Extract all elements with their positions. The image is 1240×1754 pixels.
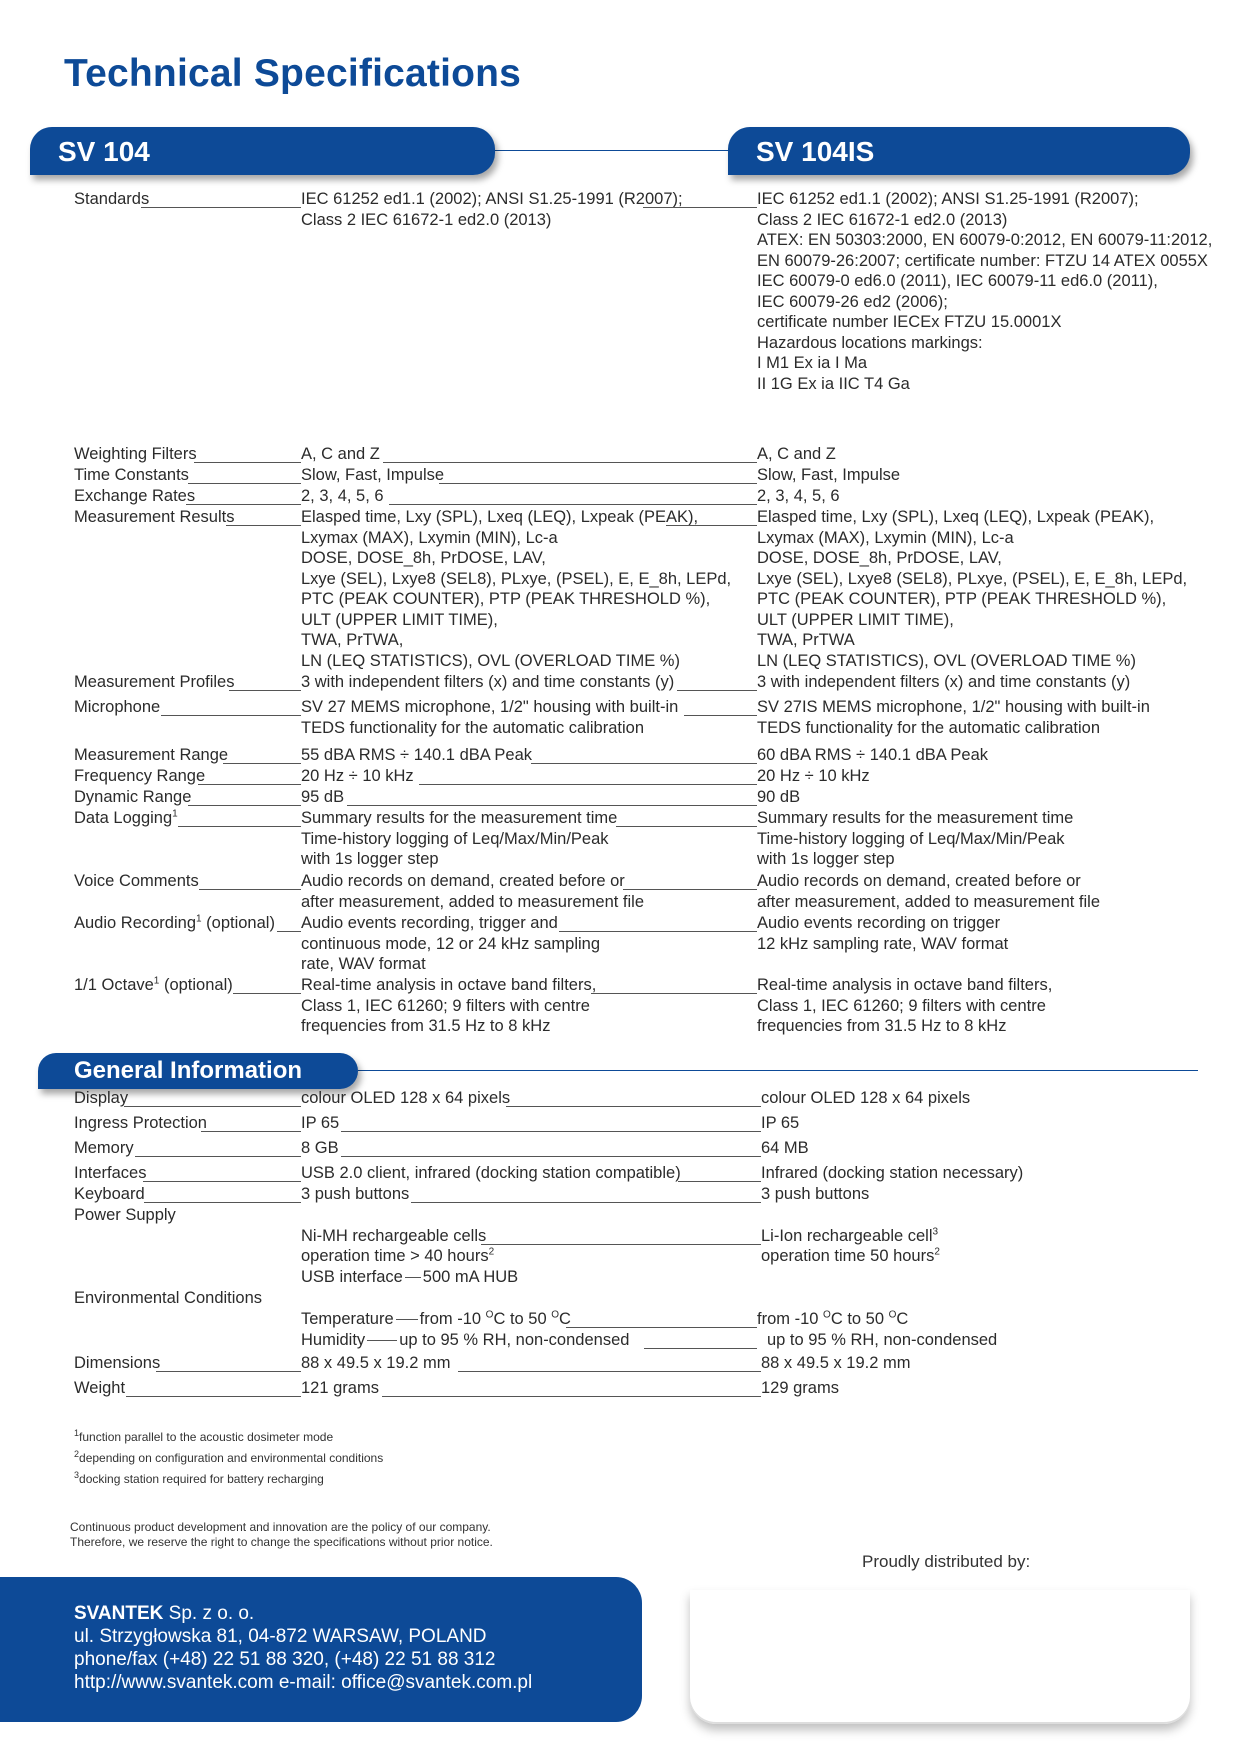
value-text: from -10 [757,1310,824,1328]
footnote [74,1472,324,1486]
leader-line [156,1371,301,1372]
leader-line [341,1131,761,1132]
distributor-box [690,1590,1190,1724]
spec-value-sv104 [301,871,683,912]
spec-value-sv104is [757,871,1217,912]
value-line: SV 27 MEMS microphone, 1/2" housing with built-in [301,698,679,716]
value-line: 88 x 49.5 x 19.2 mm [761,1354,911,1372]
value-text: Li-Ion rechargeable cell [761,1227,933,1245]
leader-line [405,1277,421,1278]
value-line: Audio records on demand, created before or [757,872,1081,890]
value-line: A, C and Z [301,445,380,463]
leader-line [141,207,301,208]
spec-label-suffix: (optional) [159,976,233,994]
leader-line [178,826,301,827]
value-line: 3 push buttons [761,1185,870,1203]
power-value-sv104 [301,1246,683,1267]
value-line: IEC 61252 ed1.1 (2002); ANSI S1.25-1991 (R2007); [301,190,683,208]
company-web-email: http://www.svantek.com e-mail: office@svantek.com.pl [74,1672,533,1693]
spec-value-sv104is [757,486,1217,507]
value-line: 2, 3, 4, 5, 6 [301,487,384,505]
leader-line [194,462,301,463]
value-line: LN (LEQ STATISTICS), OVL (OVERLOAD TIME %) [757,651,1136,670]
leader-line [481,1244,761,1245]
spec-label [74,745,228,766]
spec-value-sv104 [301,672,683,693]
value-line: ULT (UPPER LIMIT TIME), [301,610,498,629]
spec-value-sv104is [757,444,1217,465]
spec-label [74,871,199,892]
spec-value-sv104 [301,507,732,671]
leader-line [411,1202,761,1203]
general-label: Environmental Conditions [74,1289,263,1307]
leader-line [458,1371,761,1372]
leader-line [419,784,757,785]
value-line: 12 kHz sampling rate, WAV format [757,934,1009,953]
leader-line [144,1202,301,1203]
footnote-ref: 2 [488,1246,495,1258]
general-label: Keyboard [74,1185,145,1203]
model-a-header [30,127,495,175]
model-b-name: SV 104IS [756,136,875,167]
footnote-text: depending on configuration and environmental conditions [79,1451,384,1465]
degree-sign: O [485,1309,494,1321]
model-a-name: SV 104 [58,136,150,167]
spec-label-text: Measurement Range [74,746,229,764]
footnote-text: docking station required for battery recharging [79,1472,324,1486]
leader-line [277,931,301,932]
value-line: Elasped time, Lxy (SPL), Lxeq (LEQ), Lxpeak (PEAK), [301,508,699,526]
leader-line [198,784,301,785]
spec-label-text: Standards [74,190,150,208]
value-line: continuous mode, 12 or 24 kHz sampling [301,934,600,953]
value-line: EN 60079-26:2007; certificate number: FTZU 14 ATEX 0055X [757,251,1208,270]
footnote-number: 3 [74,1470,80,1480]
value-line: 88 x 49.5 x 19.2 mm [301,1354,451,1372]
general-value-sv104is [761,1353,1221,1374]
value-line: LN (LEQ STATISTICS), OVL (OVERLOAD TIME %) [301,651,680,670]
leader-line [161,715,301,716]
power-value-sv104 [301,1267,683,1288]
spec-label [74,913,275,934]
leader-line [677,690,757,691]
spec-label [74,697,160,718]
footnote-ref: 2 [934,1246,940,1258]
company-footer [0,1577,642,1722]
leader-line [566,1327,757,1328]
value-text: C [559,1310,571,1328]
value-line: IP 65 [301,1114,340,1132]
company-name-line [74,1603,254,1625]
value-line: 20 Hz ÷ 10 kHz [301,767,414,785]
power-value-sv104: Ni-MH rechargeable cells [301,1227,487,1245]
value-line: 60 dBA RMS ÷ 140.1 dBA Peak [757,746,989,764]
value-line: USB 2.0 client, infrared (docking station compatible) [301,1164,681,1182]
spec-value-sv104 [301,913,683,975]
spec-value-sv104is [757,808,1217,870]
value-line: IEC 61252 ed1.1 (2002); ANSI S1.25-1991 (R2007); [757,190,1139,208]
spec-value-sv104is [757,913,1217,954]
spec-label [74,486,195,507]
footnote-number: 2 [74,1449,80,1459]
humidity-sv104 [301,1330,683,1351]
degree-sign: O [888,1309,897,1321]
leader-line [644,1348,757,1349]
notice-line: Therefore, we reserve the right to change the specifications without prior notice. [70,1535,493,1549]
value-line: 90 dB [757,788,801,806]
spec-label [74,444,197,465]
spec-value-sv104 [301,808,683,870]
general-label: Ingress Protection [74,1114,207,1132]
value-line: Infrared (docking station necessary) [761,1164,1024,1182]
spec-label-suffix: (optional) [201,914,275,932]
spec-label [74,975,233,996]
value-text: C to 50 [830,1310,889,1328]
spec-value-sv104is [757,465,1217,486]
value-line: Lxye (SEL), Lxye8 (SEL8), PLxye, (PSEL), E, E_8h, LEPd, [757,569,1188,588]
value-line: Time-history logging of Leq/Max/Min/Peak [757,829,1065,848]
spec-label [74,465,189,486]
header-connector-line [495,150,728,151]
leader-line [506,1106,761,1107]
general-value-sv104is [761,1088,1221,1109]
company-name: SVANTEK [74,1603,164,1624]
value-text: operation time 50 hours [761,1247,935,1265]
degree-sign: O [823,1309,831,1321]
leader-line [347,805,757,806]
footnote-text: function parallel to the acoustic dosimeter mode [79,1430,334,1444]
value-line: Summary results for the measurement time [301,809,618,827]
value-line: ULT (UPPER LIMIT TIME), [757,610,954,629]
value-text: C to 50 [493,1310,552,1328]
value-line: Slow, Fast, Impulse [301,466,445,484]
value-line: Class 1, IEC 61260; 9 filters with centre [757,996,1046,1015]
leader-line [223,763,301,764]
humidity-label: Humidity [301,1331,366,1349]
value-line: Real-time analysis in octave band filters, [757,976,1053,994]
spec-label [74,507,234,528]
value-text: from -10 [419,1310,486,1328]
spec-label [74,672,234,693]
value-text: up to 95 % RH, non-condensed [399,1331,630,1349]
value-line: colour OLED 128 x 64 pixels [301,1089,511,1107]
value-line: I M1 Ex ia I Ma [757,354,868,372]
spec-value-sv104is [757,975,1217,1037]
value-line: colour OLED 128 x 64 pixels [761,1089,971,1107]
spec-label-text: Frequency Range [74,767,206,785]
value-line: Summary results for the measurement time [757,809,1074,827]
value-text: C [896,1310,909,1328]
general-value-sv104is [761,1113,1221,1134]
value-line: TWA, PrTWA, [301,631,404,649]
value-line: 129 grams [761,1379,839,1397]
leader-line [126,1396,301,1397]
value-line: 3 with independent filters (x) and time constants (y) [301,673,675,691]
value-line: SV 27IS MEMS microphone, 1/2" housing with built-in [757,698,1150,716]
leader-line [201,1131,301,1132]
value-line: 3 push buttons [301,1185,410,1203]
value-line: 64 MB [761,1139,809,1157]
power-value-sv104is [761,1246,1221,1267]
value-line: Lxymax (MAX), Lxymin (MIN), Lc-a [757,528,1014,547]
leader-line [666,525,757,526]
spec-value-sv104is [757,507,1217,671]
value-line: IP 65 [761,1114,800,1132]
general-label: Memory [74,1139,134,1157]
value-line: Class 2 IEC 61672-1 ed2.0 (2013) [301,210,552,229]
power-value-sv104is [761,1226,1221,1247]
spec-label-text: 1/1 Octave [74,976,154,994]
company-address: ul. Strzygłowska 81, 04-872 WARSAW, POLAND [74,1626,487,1647]
general-info-title: General Information [74,1057,303,1084]
general-label: Dimensions [74,1354,161,1372]
value-text: operation time > 40 hours [301,1247,489,1265]
spec-label-text: Weighting Filters [74,445,197,463]
leader-line [382,1396,761,1397]
leader-line [199,889,301,890]
leader-line [367,1340,397,1341]
value-line: after measurement, added to measurement file [757,892,1101,911]
leader-line [684,715,757,716]
value-text: USB interface [301,1268,403,1286]
value-line: after measurement, added to measurement file [301,892,645,911]
spec-label-text: Time Constants [74,466,189,484]
value-line: DOSE, DOSE_8h, PrDOSE, LAV, [757,549,1002,567]
spec-value-sv104is [757,697,1217,738]
leader-line [124,1106,301,1107]
leader-line [229,690,301,691]
company-suffix: Sp. z o. o. [163,1603,255,1624]
spec-value-sv104 [301,697,683,738]
value-line: Lxymax (MAX), Lxymin (MIN), Lc-a [301,528,558,547]
leader-line [396,1319,418,1320]
degree-sign: O [551,1309,560,1321]
value-line: with 1s logger step [757,850,895,868]
spec-label-text: Measurement Results [74,508,235,526]
value-line: 95 dB [301,788,345,806]
general-value-sv104is [761,1163,1221,1184]
spec-label [74,808,178,829]
footnote-ref: 1 [153,975,160,987]
leader-line [186,504,301,505]
spec-label-text: Audio Recording [74,914,196,932]
spec-label-text: Exchange Rates [74,487,196,505]
temperature-label: Temperature [301,1310,394,1328]
leader-line [143,1181,301,1182]
leader-line [616,826,757,827]
leader-line [341,1156,761,1157]
spec-label-text: Measurement Profiles [74,673,235,691]
value-line: rate, WAV format [301,955,426,973]
spec-label [74,766,205,787]
spec-value-sv104is [757,766,1217,787]
value-line: Audio records on demand, created before or [301,872,625,890]
leader-line [591,993,757,994]
footnote [74,1430,333,1444]
value-line: TEDS functionality for the automatic calibration [757,718,1100,737]
leader-line [383,462,757,463]
spec-value-sv104is [757,189,1217,394]
value-text: 500 mA HUB [422,1268,519,1286]
footnote-number: 1 [74,1428,80,1438]
leader-line [188,805,301,806]
leader-line [531,763,757,764]
value-line: with 1s logger step [301,850,439,868]
value-line: Time-history logging of Leq/Max/Min/Peak [301,829,609,848]
notice-line: Continuous product development and innovation are the policy of our company. [70,1520,491,1534]
leader-line [623,889,757,890]
value-line: 20 Hz ÷ 10 kHz [757,767,870,785]
value-line: Hazardous locations markings: [757,333,983,352]
leader-line [678,1181,761,1182]
value-line: frequencies from 31.5 Hz to 8 kHz [301,1017,551,1035]
spec-label-text: Microphone [74,698,161,716]
spec-label-text: Dynamic Range [74,788,192,806]
spec-value-sv104is [757,672,1217,693]
general-label: Display [74,1089,129,1107]
page-title: Technical Specifications [64,52,522,95]
value-line: IEC 60079-0 ed6.0 (2011), IEC 60079-11 ed6.0 (2011), [757,272,1158,290]
leader-line [233,993,301,994]
value-line: PTC (PEAK COUNTER), PTP (PEAK THRESHOLD %), [757,590,1167,608]
leader-line [643,207,757,208]
value-line: Class 1, IEC 61260; 9 filters with centre [301,996,590,1015]
value-line: II 1G Ex ia IIC T4 Ga [757,374,910,393]
value-line: 8 GB [301,1139,339,1157]
value-line: Audio events recording on trigger [757,914,1001,932]
spec-value-sv104is [757,787,1217,808]
value-line: certificate number IECEx FTZU 15.0001X [757,313,1062,331]
spec-label [74,787,191,808]
company-phone: phone/fax (+48) 22 51 88 320, (+48) 22 51 88 312 [74,1649,496,1670]
spec-value-sv104 [301,189,683,230]
value-line: Elasped time, Lxy (SPL), Lxeq (LEQ), Lxpeak (PEAK), [757,508,1155,526]
value-line: Class 2 IEC 61672-1 ed2.0 (2013) [757,210,1008,229]
value-line: DOSE, DOSE_8h, PrDOSE, LAV, [301,549,546,567]
general-info-header [38,1053,358,1089]
leader-line [226,525,301,526]
spec-label-text: Data Logging [74,809,173,827]
general-value-sv104is [761,1184,1221,1205]
spec-value-sv104 [301,975,683,1037]
value-line: TEDS functionality for the automatic calibration [301,718,644,737]
value-line: 2, 3, 4, 5, 6 [757,487,840,505]
value-line: frequencies from 31.5 Hz to 8 kHz [757,1017,1007,1035]
value-line: Slow, Fast, Impulse [757,466,901,484]
value-line: 55 dBA RMS ÷ 140.1 dBA Peak [301,746,533,764]
leader-line [188,483,301,484]
value-line: Real-time analysis in octave band filters, [301,976,597,994]
value-line: A, C and Z [757,445,836,463]
distributed-by-label: Proudly distributed by: [862,1552,1031,1571]
footnote-ref: 1 [196,913,202,925]
spec-value-sv104is [757,745,1217,766]
general-value-sv104is [761,1378,1221,1399]
notice [70,1520,493,1550]
general-value-sv104is [761,1138,1221,1159]
spec-label-text: Voice Comments [74,872,199,890]
value-line: Lxye (SEL), Lxye8 (SEL8), PLxye, (PSEL), E, E_8h, LEPd, [301,569,732,588]
general-label: Weight [74,1379,126,1397]
footnote-ref: 1 [172,808,178,820]
model-b-header [728,127,1190,175]
temperature-sv104is [757,1309,1217,1330]
value-line: Audio events recording, trigger and [301,914,558,932]
footnote-ref: 3 [932,1226,939,1238]
value-line: ATEX: EN 50303:2000, EN 60079-0:2012, EN 60079-11:2012, [757,231,1213,249]
general-label: Interfaces [74,1164,147,1182]
leader-line [135,1156,301,1157]
leader-line [389,504,757,505]
value-line: 121 grams [301,1379,379,1397]
footnote [74,1451,383,1465]
value-line: 3 with independent filters (x) and time constants (y) [757,673,1131,691]
value-line: PTC (PEAK COUNTER), PTP (PEAK THRESHOLD %), [301,590,711,608]
leader-line [559,931,757,932]
general-section-line [358,1070,1198,1071]
value-line: TWA, PrTWA [757,631,855,649]
spec-label [74,189,149,210]
value-line: IEC 60079-26 ed2 (2006); [757,292,948,311]
general-label: Power Supply [74,1206,176,1224]
general-value-sv104 [301,1163,683,1184]
humidity-sv104is: up to 95 % RH, non-condensed [767,1331,998,1349]
leader-line [439,483,757,484]
